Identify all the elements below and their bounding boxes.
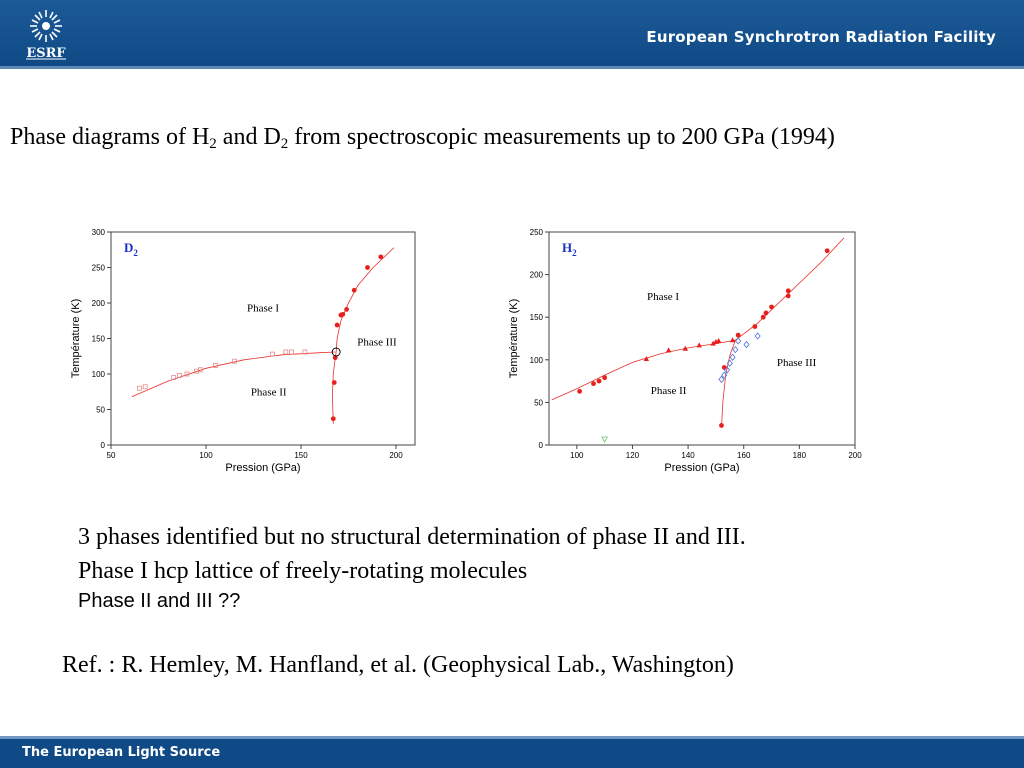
chart-1-y-tick-label: 200 [529,270,543,280]
chart-0-phase-label: Phase III [357,336,397,349]
chart-1-y-axis-label: Température (K) [508,298,520,379]
chart-1-x-axis-label: Pression (GPa) [664,462,740,474]
chart-1-data-point [602,375,607,380]
chart-1-data-point [666,347,671,352]
chart-1-data-point [722,365,727,370]
chart-1-x-tick-label: 160 [737,451,751,460]
chart-1-data-point [602,437,607,442]
chart-0-phase-boundary [132,352,335,397]
chart-1-phase-label: Phase I [647,291,680,304]
chart-1-data-point [786,288,791,293]
chart-1-data-point [730,337,735,342]
logo-text: ESRF [26,46,66,61]
footer-tagline: The European Light Source [22,745,221,760]
chart-0-y-tick-label: 50 [96,405,105,415]
chart-0-data-point [331,416,336,421]
chart-1-data-point [786,294,791,299]
chart-0-data-point [290,350,294,354]
chart-1-y-tick-label: 100 [529,355,543,365]
header-divider [0,66,1024,69]
bullet-list [78,520,746,614]
chart-0-data-point [378,254,383,259]
chart-0-data-point [284,350,288,354]
chart-0-species-label: $D_2$ [124,240,138,258]
chart-0-data-point [138,386,142,390]
chart-0-x-tick-label: 100 [199,451,213,460]
chart-1-x-tick-label: 120 [625,451,640,460]
chart-1-data-point [719,423,724,428]
chart-1-x-tick-label: 180 [792,451,807,460]
esrf-logo [18,6,74,62]
reference-line: Ref. : R. Hemley, M. Hanfland, et al. (Geophysical Lab., Washington) [62,652,734,678]
chart-1-x-tick-label: 140 [681,451,695,460]
h2-phase-diagram [505,222,875,482]
chart-1-data-point [764,311,769,316]
chart-0-phase-label: Phase II [250,386,287,399]
chart-1-data-point [769,305,774,310]
chart-1-data-point [825,248,830,253]
chart-0-y-tick-label: 300 [91,228,105,237]
chart-1-data-point [736,333,741,338]
chart-1-phase-boundary [721,340,735,428]
chart-0-y-tick-label: 100 [91,370,105,379]
chart-1-x-tick-label: 100 [570,451,584,460]
chart-1-data-point [697,342,702,347]
bullet-line-2: Phase I hcp lattice of freely-rotating molecules [78,558,528,584]
chart-1-phase-label: Phase III [776,356,817,369]
chart-1-y-tick-label: 0 [538,441,543,450]
chart-1-phase-label: Phase II [650,384,687,397]
chart-0-x-tick-label: 50 [106,451,116,460]
chart-0-y-tick-label: 250 [91,263,105,273]
chart-0-data-point [335,323,340,328]
chart-1-y-tick-label: 50 [534,398,543,408]
chart-0-x-tick-label: 150 [294,451,308,460]
chart-0-data-point [143,385,147,389]
chart-0-y-tick-label: 0 [100,441,105,450]
chart-1-plot-frame [549,232,855,445]
chart-0-data-point [365,265,370,270]
chart-1-data-point [716,338,721,343]
chart-0-y-axis-label: Température (K) [70,298,82,379]
chart-1-x-tick-label: 200 [848,451,862,460]
bullet-line-3: Phase II and III ?? [78,590,241,612]
chart-0-y-tick-label: 200 [91,299,105,308]
chart-0-y-tick-label: 150 [91,334,105,344]
chart-1-data-point [733,347,738,353]
bullet-line-1: 3 phases identified but no structural determination of phase II and III. [78,524,746,550]
chart-0-x-tick-label: 200 [389,451,403,460]
chart-1-data-point [761,315,766,320]
chart-0-data-point [344,307,349,312]
chart-1-data-point [591,381,596,386]
chart-0-x-axis-label: Pression (GPa) [225,462,301,474]
chart-1-data-point [752,324,757,329]
chart-1-data-point [577,389,582,394]
chart-1-y-tick-label: 150 [529,313,543,323]
chart-0-data-point [340,312,345,317]
organization-name: European Synchrotron Radiation Facility [646,28,996,46]
chart-1-data-point [744,341,749,347]
chart-0-phase-boundary [332,352,336,424]
chart-0-phase-label: Phase I [246,302,280,315]
chart-0-data-point [352,288,357,293]
d2-phase-diagram [65,222,425,482]
chart-0-data-point [332,380,337,385]
chart-1-data-point [597,379,602,384]
chart-1-data-point [730,354,735,360]
chart-1-y-tick-label: 250 [529,228,543,237]
chart-1-species-label: $H_2$ [562,240,577,258]
slide-title: Phase diagrams of $H_2$ and $D_2$ from spectroscopic measurements up to 200 GPa (1994) [10,124,835,152]
chart-1-data-point [755,333,760,339]
